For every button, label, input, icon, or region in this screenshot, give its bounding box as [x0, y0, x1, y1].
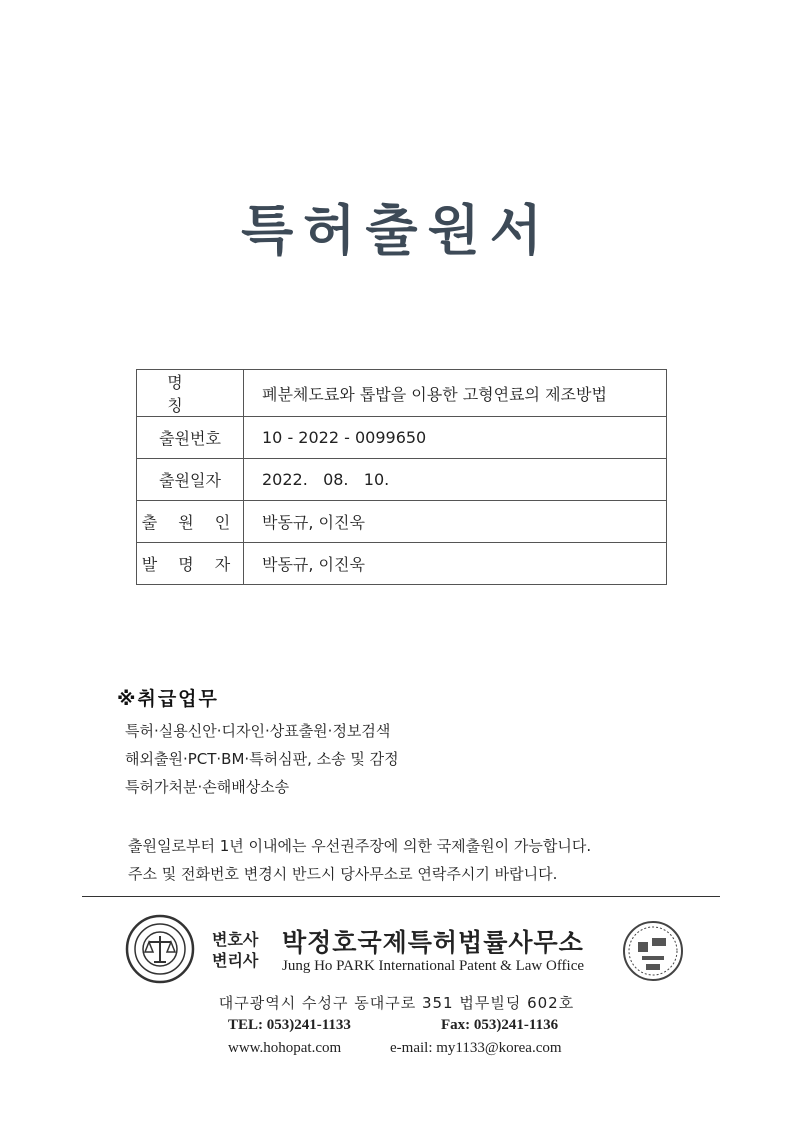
services-section: [117, 684, 399, 801]
services-line: 특허가처분·손해배상소송: [125, 778, 290, 796]
services-heading: ※취급업무: [117, 688, 219, 710]
role-lawyer: 변호사: [212, 930, 259, 949]
firm-seal-icon: [622, 920, 684, 982]
label-inventor: 발 명 자: [137, 543, 244, 585]
firm-name-english: Jung Ho PARK International Patent & Law Office: [282, 958, 585, 974]
footer-divider: [82, 896, 720, 897]
office-address: 대구광역시 수성구 동대구로 351 법무빌딩 602호: [218, 994, 575, 1012]
notice-section: [128, 832, 591, 888]
label-name: 명 칭: [137, 370, 244, 417]
table-row: [137, 417, 667, 459]
role-patent-attorney: 변리사: [212, 951, 259, 970]
email-link[interactable]: e-mail: my1133@korea.com: [390, 1040, 562, 1056]
lawyer-emblem-icon: [125, 914, 195, 984]
notice-line: 주소 및 전화번호 변경시 반드시 당사무소로 연락주시기 바랍니다.: [128, 865, 558, 883]
table-row: [137, 459, 667, 501]
value-application-date: 2022. 08. 10.: [244, 459, 667, 501]
telephone: TEL: 053)241-1133: [228, 1017, 351, 1033]
firm-name-korean: 박정호국제특허법률사무소: [282, 928, 584, 957]
table-row: [137, 543, 667, 585]
application-info-table: [136, 369, 667, 585]
value-name: 폐분체도료와 톱밥을 이용한 고형연료의 제조방법: [244, 370, 667, 417]
value-application-number: 10 - 2022 - 0099650: [244, 417, 667, 459]
value-applicant: 박동규, 이진욱: [244, 501, 667, 543]
fax: Fax: 053)241-1136: [441, 1017, 559, 1033]
notice-line: 출원일로부터 1년 이내에는 우선권주장에 의한 국제출원이 가능합니다.: [128, 837, 592, 855]
website-link[interactable]: www.hohopat.com: [228, 1040, 342, 1056]
label-application-number: 출원번호: [137, 417, 244, 459]
label-applicant: 출 원 인: [137, 501, 244, 543]
document-title: 특허출원서: [241, 199, 552, 262]
services-line: 특허·실용신안·디자인·상표출원·정보검색: [125, 722, 391, 740]
services-line: 해외출원·PCT·BM·특허심판, 소송 및 감정: [125, 750, 399, 768]
value-inventor: 박동규, 이진욱: [244, 543, 667, 585]
role-labels: [212, 929, 258, 971]
table-row: [137, 370, 667, 417]
table-row: [137, 501, 667, 543]
label-application-date: 출원일자: [137, 459, 244, 501]
